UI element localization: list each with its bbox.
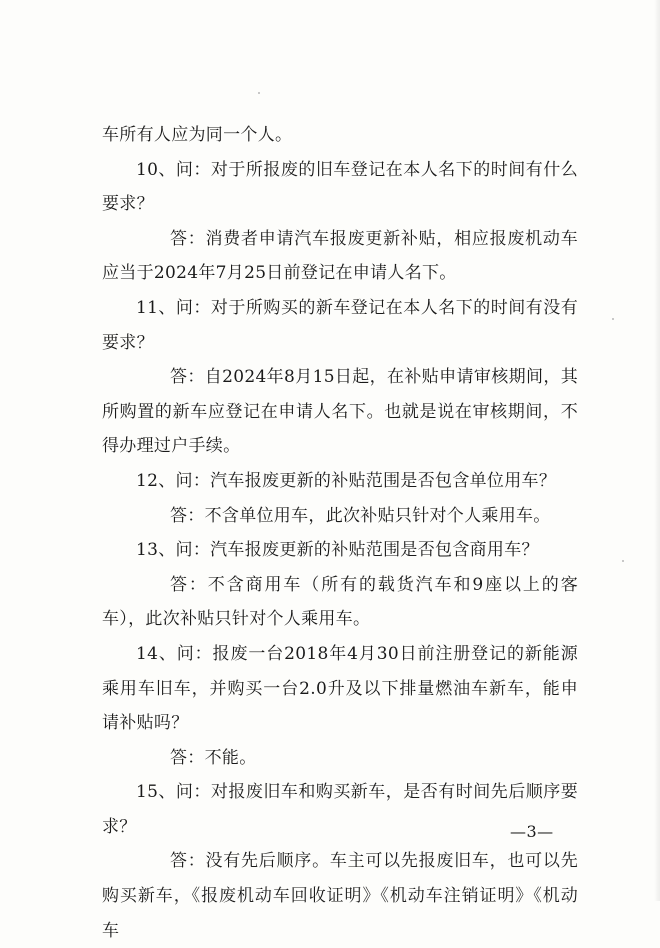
answer-15: 答：没有先后顺序。车主可以先报废旧车，也可以先购买新车，《报废机动车回收证明》《机动车注销证明》《机动车 [102, 851, 578, 941]
scan-speck [258, 92, 260, 94]
paragraph-continuation: 车所有人应为同一个人。 [102, 125, 293, 145]
scan-speck [622, 560, 624, 562]
question-12: 12、问：汽车报废更新的补贴范围是否包含单位用车？ [136, 470, 557, 491]
question-10: 10、问：对于所报废的旧车登记在本人名下的时间有什么要求？ [102, 159, 578, 215]
answer-14: 答：不能。 [170, 747, 257, 768]
answer-10: 答：消费者申请汽车报废更新补贴，相应报废机动车应当于2024年7月25日前登记在申请人名下。 [102, 228, 578, 284]
scan-edge-shadow [654, 0, 660, 901]
question-11: 11、问：对于所购买的新车登记在本人名下的时间有没有要求？ [102, 297, 578, 353]
answer-13: 答：不含商用车（所有的载货汽车和9座以上的客车），此次补贴只针对个人乘用车。 [102, 574, 578, 630]
body-text [102, 118, 578, 948]
answer-11: 答：自2024年8月15日起，在补贴申请审核期间，其所购置的新车应登记在申请人名下。也就是说在审核期间，不得办理过户手续。 [102, 367, 578, 457]
answer-12: 答：不含单位用车，此次补贴只针对个人乘用车。 [170, 505, 551, 526]
question-14: 14、问：报废一台2018年4月30日前注册登记的新能源乘用车旧车，并购买一台2.0升及以下排量燃油车新车，能申请补贴吗？ [102, 643, 578, 734]
scan-speck [612, 318, 614, 320]
question-15: 15、问：对报废旧车和购买新车，是否有时间先后顺序要求？ [102, 782, 578, 837]
question-13: 13、问：汽车报废更新的补贴范围是否包含商用车？ [136, 540, 539, 561]
page-number: —3— [510, 822, 554, 841]
